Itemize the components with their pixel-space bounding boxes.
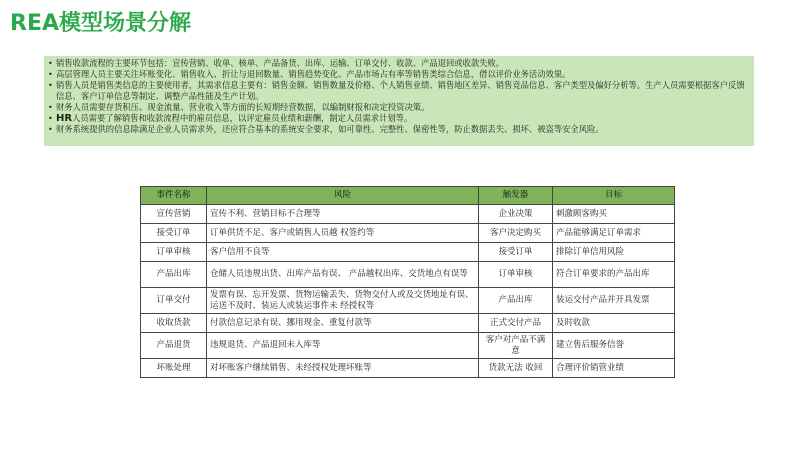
cell-risk: 付款信息记录有误、挪用现金、重复付款等 bbox=[207, 314, 479, 333]
cell-event: 产品退货 bbox=[141, 333, 207, 359]
cell-risk: 对坏账客户继续销售、未经授权处理坏账等 bbox=[207, 359, 479, 378]
bullet-item bbox=[48, 102, 748, 113]
cell-event: 收取货款 bbox=[141, 314, 207, 333]
cell-goal: 及时收款 bbox=[553, 314, 675, 333]
bullet-dot-icon: • bbox=[48, 125, 53, 134]
bullet-dot-icon: • bbox=[48, 103, 53, 112]
table-row bbox=[141, 243, 675, 262]
bullet-item bbox=[48, 124, 748, 135]
table-row bbox=[141, 359, 675, 378]
cell-trigger: 客户决定购买 bbox=[479, 224, 553, 243]
bullet-dot-icon: • bbox=[48, 59, 53, 68]
bullet-item bbox=[48, 113, 748, 124]
cell-event: 产品出库 bbox=[141, 262, 207, 288]
cell-goal: 建立售后服务信誉 bbox=[553, 333, 675, 359]
bullet-item bbox=[48, 80, 748, 102]
cell-event: 订单交付 bbox=[141, 288, 207, 314]
header-trigger: 触发器 bbox=[479, 187, 553, 205]
bullet-item bbox=[48, 58, 748, 69]
cell-trigger: 接受订单 bbox=[479, 243, 553, 262]
cell-goal: 合理评价销管业绩 bbox=[553, 359, 675, 378]
table-row bbox=[141, 333, 675, 359]
cell-goal: 刺激顾客购买 bbox=[553, 205, 675, 224]
risk-table bbox=[140, 186, 675, 378]
table-row bbox=[141, 262, 675, 288]
header-goal: 目标 bbox=[553, 187, 675, 205]
table-header-row bbox=[141, 187, 675, 205]
cell-goal: 排除订单信用风险 bbox=[553, 243, 675, 262]
table-row bbox=[141, 224, 675, 243]
cell-event: 接受订单 bbox=[141, 224, 207, 243]
cell-trigger: 产品出库 bbox=[479, 288, 553, 314]
cell-risk: 发票有误、忘开发票、货物运输丢失、货物交付人或及交货地址有误、 运送不及时、装运人或装运事件未 经授权等 bbox=[207, 288, 479, 314]
bullet-hr-prefix: HR bbox=[56, 113, 73, 124]
page-title: REA模型场景分解 bbox=[10, 11, 191, 36]
cell-goal: 产品能够满足订单需求 bbox=[553, 224, 675, 243]
cell-risk: 违规退货、产品退回未入库等 bbox=[207, 333, 479, 359]
cell-risk: 仓储人员违规出货、出库产品有误、 产品越权出库、交货地点有误等 bbox=[207, 262, 479, 288]
bullet-text: 销售人员是销售类信息的主要使用者，其需求信息主要有：销售金额、销售数量及价格、个人销售业绩、销售地区差异、销售竞品信息、客户类型及偏好分析等。生产人员需要根据客户反馈信息、客户订单信息等制定、调整产品性能及生产计划。 bbox=[56, 80, 745, 101]
cell-trigger: 正式交付产品 bbox=[479, 314, 553, 333]
bullet-text: 财务系统提供的信息除满足企业人员需求外，还应符合基本的系统安全要求，如可靠性、完整性、保密性等，防止数据丢失、损坏、被盗等安全风险。 bbox=[56, 124, 604, 134]
cell-event: 坏账处理 bbox=[141, 359, 207, 378]
cell-trigger: 客户对产品不满意 bbox=[479, 333, 553, 359]
bullet-item bbox=[48, 69, 748, 80]
bullet-dot-icon: • bbox=[48, 114, 53, 123]
table-row bbox=[141, 288, 675, 314]
cell-event: 宣传营销 bbox=[141, 205, 207, 224]
bullet-dot-icon: • bbox=[48, 70, 53, 79]
table-row bbox=[141, 314, 675, 333]
cell-event: 订单审核 bbox=[141, 243, 207, 262]
bullet-text: 人员需要了解销售和收款流程中的雇员信息，以评定雇员业绩和薪酬，制定人员需求计划等。 bbox=[72, 113, 413, 123]
table-row bbox=[141, 205, 675, 224]
cell-trigger: 订单审核 bbox=[479, 262, 553, 288]
cell-risk: 宣传不利、营销目标不合理等 bbox=[207, 205, 479, 224]
bullet-dot-icon: • bbox=[48, 81, 53, 90]
cell-risk: 客户信用不良等 bbox=[207, 243, 479, 262]
bullet-text: 高层管理人员主要关注坏账变化、销售收入、折让与退回数量、销售趋势变化、产品市场占有率等销售类综合信息，借以评价业务活动效果。 bbox=[56, 69, 571, 79]
cell-trigger: 企业决策 bbox=[479, 205, 553, 224]
header-risk: 风险 bbox=[207, 187, 479, 205]
cell-goal: 装运交付产品并开具发票 bbox=[553, 288, 675, 314]
cell-trigger: 货款无法 收回 bbox=[479, 359, 553, 378]
cell-goal: 符合订单要求的产品出库 bbox=[553, 262, 675, 288]
bullet-panel bbox=[44, 56, 754, 146]
bullet-text: 销售收款流程的主要环节包括：宣传营销、收单、核单、产品备货、出库、运输、订单交付、收款、产品退回或收款失败。 bbox=[56, 58, 505, 68]
cell-risk: 订单供货不足、客户或销售人员越 权签约等 bbox=[207, 224, 479, 243]
bullet-text: 财务人员需要存货积压、现金流量、营业收入等方面的长短期经营数据，以编制财报和决定投资决策。 bbox=[56, 102, 430, 112]
header-event: 事件名称 bbox=[141, 187, 207, 205]
